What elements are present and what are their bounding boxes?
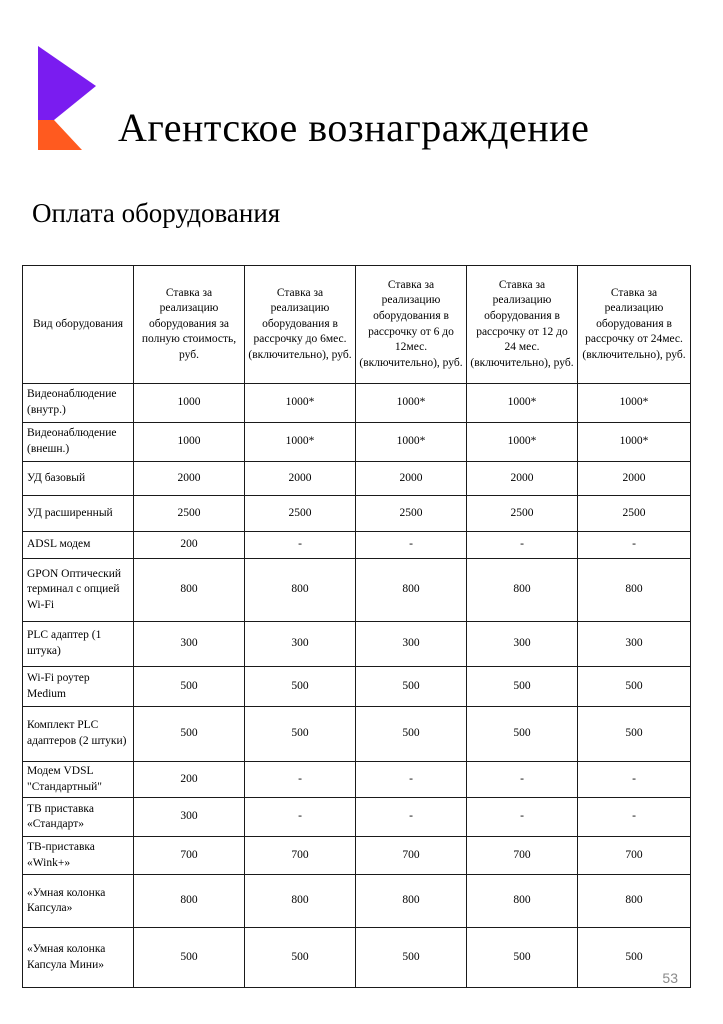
rate-cell: 300 xyxy=(467,622,578,667)
rate-cell: 2500 xyxy=(578,496,691,532)
equipment-name-cell: ТВ приставка «Стандарт» xyxy=(23,798,134,837)
rate-cell: 2500 xyxy=(134,496,245,532)
table-row xyxy=(23,622,691,667)
rate-cell: 2000 xyxy=(356,462,467,496)
rate-cell: 2500 xyxy=(245,496,356,532)
table-row xyxy=(23,762,691,798)
rate-cell: 300 xyxy=(356,622,467,667)
rate-cell: 800 xyxy=(467,875,578,928)
equipment-name-cell: ADSL модем xyxy=(23,532,134,559)
column-header-equipment: Вид оборудования xyxy=(23,266,134,384)
rate-cell: 800 xyxy=(134,875,245,928)
rate-cell: 2000 xyxy=(578,462,691,496)
rate-cell: - xyxy=(245,762,356,798)
rate-cell: 500 xyxy=(356,928,467,988)
rate-cell: 500 xyxy=(578,667,691,707)
rate-cell: - xyxy=(245,532,356,559)
equipment-name-cell: «Умная колонка Капсула» xyxy=(23,875,134,928)
column-header-rate: Ставка за реализацию оборудования за полную стоимость, руб. xyxy=(134,266,245,384)
rate-cell: 700 xyxy=(134,837,245,875)
rate-cell: - xyxy=(356,532,467,559)
rate-cell: 700 xyxy=(467,837,578,875)
equipment-name-cell: УД расширенный xyxy=(23,496,134,532)
rate-cell: 500 xyxy=(245,928,356,988)
rate-cell: 1000* xyxy=(578,423,691,462)
equipment-name-cell: Wi-Fi роутер Medium xyxy=(23,667,134,707)
rate-cell: 500 xyxy=(356,707,467,762)
rate-cell: 500 xyxy=(467,928,578,988)
rate-cell: 700 xyxy=(578,837,691,875)
rate-cell: 800 xyxy=(578,875,691,928)
rate-cell: 2000 xyxy=(134,462,245,496)
rate-cell: - xyxy=(467,762,578,798)
equipment-name-cell: УД базовый xyxy=(23,462,134,496)
rate-cell: 1000 xyxy=(134,423,245,462)
rate-cell: 500 xyxy=(245,707,356,762)
table-row xyxy=(23,423,691,462)
table-row xyxy=(23,707,691,762)
equipment-name-cell: Видеонаблюдение (внутр.) xyxy=(23,384,134,423)
rate-cell: 500 xyxy=(134,928,245,988)
page-number: 53 xyxy=(662,970,678,986)
table-header-row xyxy=(23,266,691,384)
rate-cell: 800 xyxy=(578,559,691,622)
table-row xyxy=(23,667,691,707)
equipment-name-cell: «Умная колонка Капсула Мини» xyxy=(23,928,134,988)
rate-cell: 500 xyxy=(134,707,245,762)
equipment-name-cell: Видеонаблюдение (внешн.) xyxy=(23,423,134,462)
rate-cell: - xyxy=(467,532,578,559)
rate-cell: 1000* xyxy=(467,384,578,423)
rate-cell: 200 xyxy=(134,762,245,798)
rate-cell: 300 xyxy=(578,622,691,667)
column-header-rate: Ставка за реализацию оборудования в рассрочку от 6 до 12мес. (включительно), руб. xyxy=(356,266,467,384)
rate-cell: - xyxy=(578,532,691,559)
rate-cell: 500 xyxy=(578,707,691,762)
table-row xyxy=(23,462,691,496)
rate-cell: 500 xyxy=(467,707,578,762)
rate-cell: 700 xyxy=(356,837,467,875)
rate-cell: 1000 xyxy=(134,384,245,423)
rate-cell: 700 xyxy=(245,837,356,875)
rate-cell: 300 xyxy=(134,622,245,667)
rate-cell: 200 xyxy=(134,532,245,559)
rate-cell: 300 xyxy=(245,622,356,667)
rate-cell: 800 xyxy=(356,875,467,928)
rate-cell: - xyxy=(356,798,467,837)
rate-cell: 1000* xyxy=(578,384,691,423)
rate-cell: 800 xyxy=(245,875,356,928)
rate-cell: 2000 xyxy=(245,462,356,496)
equipment-name-cell: ТВ-приставка «Wink+» xyxy=(23,837,134,875)
equipment-name-cell: Комплект PLC адаптеров (2 штуки) xyxy=(23,707,134,762)
rate-cell: 500 xyxy=(356,667,467,707)
column-header-rate: Ставка за реализацию оборудования в рассрочку от 24мес. (включительно), руб. xyxy=(578,266,691,384)
rate-cell: 800 xyxy=(245,559,356,622)
rate-cell: - xyxy=(578,762,691,798)
rate-cell: - xyxy=(467,798,578,837)
rate-cell: 2000 xyxy=(467,462,578,496)
table-row xyxy=(23,837,691,875)
rate-cell: - xyxy=(356,762,467,798)
rate-cell: 1000* xyxy=(245,384,356,423)
table-row xyxy=(23,798,691,837)
rate-cell: 500 xyxy=(578,928,691,988)
rate-cell: 800 xyxy=(467,559,578,622)
rate-cell: 500 xyxy=(245,667,356,707)
table-row xyxy=(23,875,691,928)
equipment-name-cell: Модем VDSL "Стандартный" xyxy=(23,762,134,798)
rate-cell: 2500 xyxy=(467,496,578,532)
rate-cell: 1000* xyxy=(356,384,467,423)
rate-cell: 1000* xyxy=(467,423,578,462)
table-row xyxy=(23,532,691,559)
rate-cell: - xyxy=(245,798,356,837)
rate-cell: 800 xyxy=(356,559,467,622)
rate-cell: 2500 xyxy=(356,496,467,532)
rate-cell: 1000* xyxy=(245,423,356,462)
section-subtitle: Оплата оборудования xyxy=(32,198,281,228)
table-row xyxy=(23,559,691,622)
table-row xyxy=(23,384,691,423)
rate-cell: - xyxy=(578,798,691,837)
equipment-rates-table xyxy=(22,265,691,988)
company-logo-icon xyxy=(32,46,96,150)
table-row xyxy=(23,496,691,532)
column-header-rate: Ставка за реализацию оборудования в рассрочку до 6мес. (включительно), руб. xyxy=(245,266,356,384)
column-header-rate: Ставка за реализацию оборудования в рассрочку от 12 до 24 мес. (включительно), руб. xyxy=(467,266,578,384)
rate-cell: 1000* xyxy=(356,423,467,462)
table-row xyxy=(23,928,691,988)
equipment-name-cell: GPON Оптический терминал с опцией Wi-Fi xyxy=(23,559,134,622)
equipment-name-cell: PLC адаптер (1 штука) xyxy=(23,622,134,667)
rate-cell: 300 xyxy=(134,798,245,837)
rate-cell: 800 xyxy=(134,559,245,622)
rate-cell: 500 xyxy=(467,667,578,707)
page-title: Агентское вознаграждение xyxy=(118,105,590,150)
rate-cell: 500 xyxy=(134,667,245,707)
